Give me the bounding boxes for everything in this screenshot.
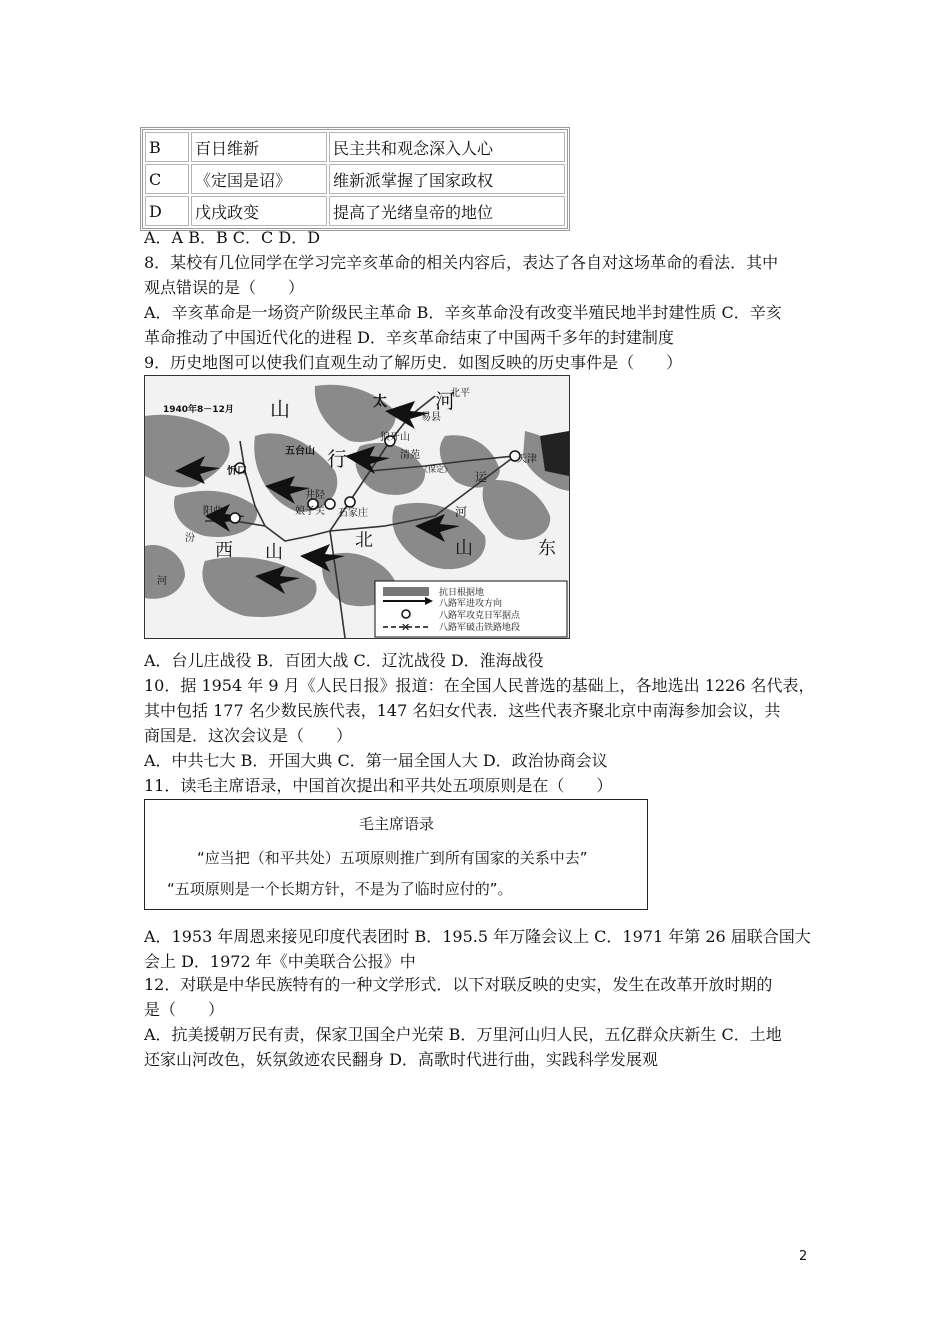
legend-cross-icon: ✕ — [401, 621, 411, 634]
quote-line: “五项原则是一个长期方针，不是为了临时应付的”。 — [167, 880, 513, 898]
table-cell-event: 《定国是诏》 — [191, 164, 327, 194]
table-cell-event: 百日维新 — [191, 132, 327, 162]
table-row — [145, 132, 565, 162]
legend-stronghold-icon — [402, 610, 410, 618]
map-label-shijiazhuang: 石家庄 — [338, 508, 368, 519]
map-label-yangqu: 阳曲 — [203, 506, 223, 517]
map-label-jingxing: 井陉 — [305, 490, 325, 501]
map-label-xinkou: 忻口 — [227, 466, 247, 477]
table-row — [145, 164, 565, 194]
table-cell-event: 戊戌政变 — [191, 196, 327, 226]
page-number: 2 — [799, 1249, 808, 1264]
q10-stem-line2: 其中包括 177 名少数民族代表，147 名妇女代表．这些代表齐聚北京中南海参加会议，共 — [144, 701, 781, 720]
map-legend — [375, 581, 567, 637]
quote-title: 毛主席语录 — [359, 815, 435, 833]
map-label-xi: 西 — [215, 540, 233, 561]
map-label-shan: 山 — [270, 397, 290, 421]
map-label-langyashan: 狼牙山 — [380, 432, 410, 443]
map-label-niangziguan: 娘子关 — [295, 506, 325, 517]
q10-stem-line3: 商国是．这次会议是（ ） — [144, 726, 353, 745]
q9-options: A．台儿庄战役 B．百团大战 C．辽沈战役 D．淮海战役 — [144, 651, 544, 670]
legend-label: 抗日根据地 — [439, 588, 485, 598]
q8-options-line2: 革命推动了中国近代化的进程 D．辛亥革命结束了中国两千多年的封建制度 — [144, 328, 674, 347]
table-cell-letter: D — [145, 196, 189, 226]
q12-options-line1: A．抗美援朝万民有责，保家卫国全户光荣 B．万里河山归人民，五亿群众庆新生 C．土地 — [144, 1025, 782, 1044]
historical-map — [144, 375, 570, 639]
map-label-beiping: 北平 — [450, 388, 470, 399]
table-cell-letter: B — [145, 132, 189, 162]
q8-stem-line2: 观点错误的是（ ） — [144, 278, 305, 297]
quote-line: “应当把（和平共处）五项原则推广到所有国家的关系中去” — [197, 849, 588, 867]
map-label-hang: 行 — [327, 447, 347, 471]
map-label-yun: 运 — [475, 470, 488, 484]
table-cell-desc: 维新派掌握了国家政权 — [329, 164, 565, 194]
map-label-shan-2: 山 — [265, 542, 283, 563]
q7-options: A．A B．B C．C D．D — [144, 228, 321, 247]
map-label-yixian: 易县 — [421, 412, 441, 423]
map-date-label: 1940年8－12月 — [163, 405, 234, 415]
map-label-bei: 北 — [355, 530, 373, 551]
map-label-qingyuan: 清苑 — [400, 450, 420, 461]
table-cell-letter: C — [145, 164, 189, 194]
q12-stem-line1: 12．对联是中华民族特有的一种文学形式．以下对联反映的史实，发生在改革开放时期的 — [144, 975, 773, 994]
map-label-baoding: 《保定》 — [420, 465, 452, 474]
q12-options-line2: 还家山河改色，妖氛敛迹农民翻身 D．高歌时代进行曲，实践科学发展观 — [144, 1050, 658, 1069]
q10-options: A．中共七大 B．开国大典 C．第一届全国人大 D．政治协商会议 — [144, 751, 608, 770]
legend-label: 八路军进攻方向 — [439, 599, 503, 609]
legend-base-swatch — [383, 587, 429, 596]
map-label-he: 河 — [435, 389, 455, 413]
map-label-fen: 汾 — [185, 533, 195, 544]
q11-stem: 11．读毛主席语录，中国首次提出和平共处五项原则是在（ ） — [144, 776, 613, 795]
map-label-wutaishan: 五台山 — [285, 446, 315, 457]
q10-stem-line1: 10．据 1954 年 9 月《人民日报》报道：在全国人民普选的基础上，各地选出 1226 名代表， — [144, 676, 815, 695]
q8-options-line1: A．辛亥革命是一场资产阶级民主革命 B．辛亥革命没有改变半殖民地半封建性质 C．辛亥 — [144, 303, 782, 322]
table-row — [145, 196, 565, 226]
q12-stem-line2: 是（ ） — [144, 1000, 225, 1019]
map-label-dong: 东 — [538, 538, 556, 559]
legend-label: 八路军破击铁路地段 — [439, 623, 521, 633]
map-label-tianjin: 天津 — [517, 454, 537, 465]
table-cell-desc: 民主共和观念深入人心 — [329, 132, 565, 162]
map-svg — [145, 376, 569, 638]
q11-options-line1: A．1953 年周恩来接见印度代表团时 B．195.5 年万隆会议上 C．1971 年第 26 届联合国大 — [144, 927, 811, 946]
options-table — [140, 127, 570, 231]
q9-stem: 9．历史地图可以使我们直观生动了解历史．如图反映的历史事件是（ ） — [144, 353, 683, 372]
map-label-he-2: 河 — [455, 505, 468, 519]
quote-box — [144, 799, 648, 910]
table-cell-desc: 提高了光绪皇帝的地位 — [329, 196, 565, 226]
q8-stem-line1: 8．某校有几位同学在学习完辛亥革命的相关内容后，表达了各自对这场革命的看法．其中 — [144, 253, 779, 272]
map-label-shan-3: 山 — [455, 538, 473, 559]
q11-options-line2: 会上 D．1972 年《中美联合公报》中 — [144, 952, 416, 971]
legend-label: 八路军攻克日军据点 — [439, 611, 521, 621]
map-label-tai: 太 — [373, 394, 387, 410]
map-label-he-3: 河 — [157, 576, 167, 587]
